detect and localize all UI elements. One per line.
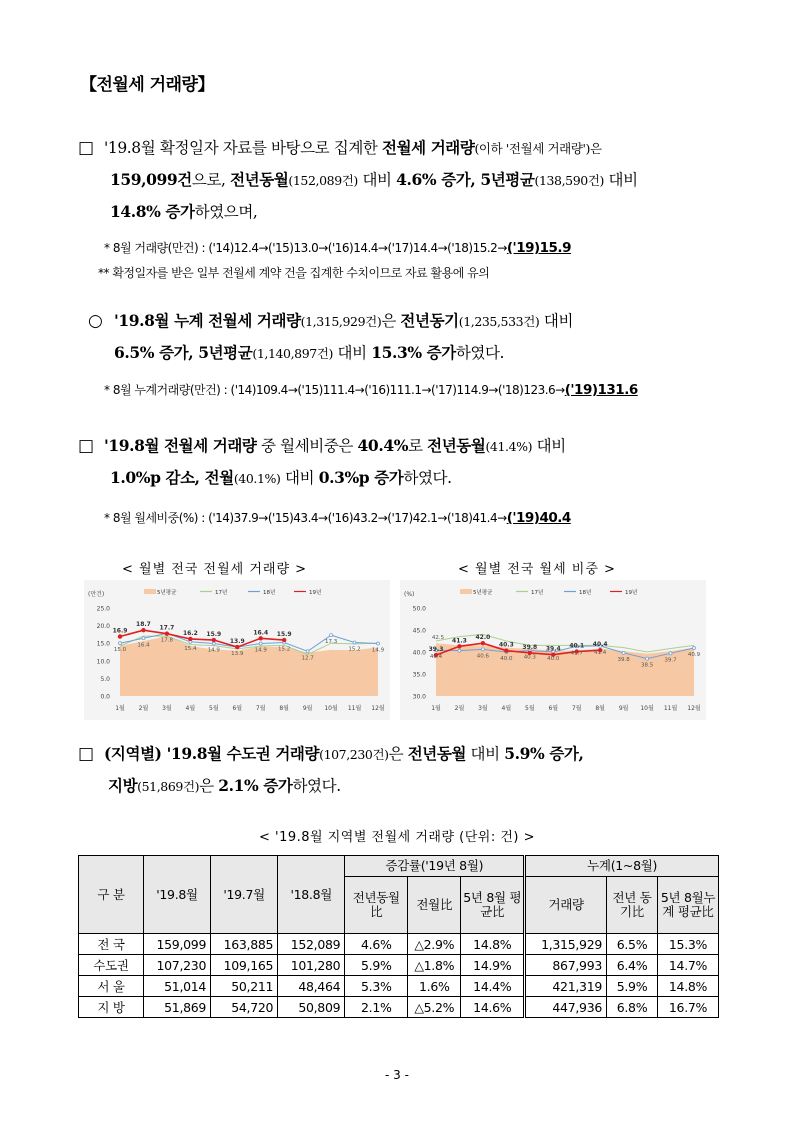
data-label-19: 39.4 <box>545 645 561 653</box>
y-tick-label: 45.0 <box>412 627 426 635</box>
data-point <box>119 642 122 645</box>
y-tick-label: 40.0 <box>412 649 426 657</box>
circle-bullet: ○ <box>88 311 103 331</box>
x-tick-label: 5월 <box>525 705 535 712</box>
y-axis-label: (만건) <box>88 591 105 598</box>
x-tick-label: 4월 <box>185 705 196 712</box>
data-label-19: 40.1 <box>569 642 585 650</box>
table-cell: 48,464 <box>278 976 345 997</box>
x-tick-label: 10월 <box>640 705 654 712</box>
table-cell: 2.1% <box>345 997 408 1018</box>
x-tick-label: 4월 <box>501 705 512 712</box>
table-cell: 14.7% <box>658 955 719 976</box>
table-cell: 50,809 <box>278 997 345 1018</box>
note-2: ** 확정일자를 받은 일부 전월세 계약 건을 집계한 수치이므로 자료 활용에 유의 <box>98 266 490 280</box>
table-cell: 50,211 <box>211 976 278 997</box>
table-cell: 152,089 <box>278 934 345 955</box>
table-cell: 4.6% <box>345 934 408 955</box>
header-month-1: '19.8월 <box>144 856 211 934</box>
data-point <box>377 642 380 645</box>
data-label-18: 40.0 <box>500 656 513 662</box>
table-cell: 14.8% <box>461 934 525 955</box>
header-cum-yoy: 전년 동기比 <box>607 877 658 934</box>
data-point <box>142 628 146 632</box>
table-cell: 6.8% <box>607 997 658 1018</box>
data-label-19: 41.3 <box>452 637 467 645</box>
table-cell: △5.2% <box>408 997 461 1018</box>
data-point <box>646 657 649 660</box>
chart-1-title: < 월별 전국 전월세 거래량 > <box>122 562 308 577</box>
data-label-18: 38.5 <box>640 662 654 669</box>
y-tick-label: 10.0 <box>96 658 110 666</box>
table-cell: 14.9% <box>461 955 525 976</box>
table-cell: 15.3% <box>658 934 719 955</box>
table-cell: 5.9% <box>345 955 408 976</box>
table-cell: 1,315,929 <box>525 934 607 955</box>
legend-label: 18년 <box>579 590 592 596</box>
data-label-19: 39.8 <box>522 643 538 651</box>
header-5yr: 5년 8월 평균比 <box>461 877 525 934</box>
table-cell: 51,014 <box>144 976 211 997</box>
data-point <box>693 647 696 650</box>
x-tick-label: 2월 <box>454 705 465 712</box>
data-point <box>481 641 485 645</box>
data-point <box>235 645 239 649</box>
chart-1-monthly-volume <box>84 580 390 720</box>
x-tick-label: 7월 <box>571 705 582 712</box>
header-cumulative-group: 누계(1~8월) <box>525 856 719 877</box>
legend-label: 19년 <box>625 590 638 596</box>
data-label-18: 17.3 <box>324 639 338 646</box>
x-tick-label: 3월 <box>162 705 172 712</box>
data-label-19: 13.9 <box>229 638 245 646</box>
data-label-18: 15.2 <box>348 646 361 653</box>
y-tick-label: 50.0 <box>412 605 426 613</box>
data-label-18: 13.9 <box>231 651 244 658</box>
data-label-18: 40.3 <box>523 654 536 661</box>
y-tick-label: 5.0 <box>100 675 110 683</box>
data-point <box>622 651 625 654</box>
table-cell: 14.8% <box>658 976 719 997</box>
table-cell: 14.4% <box>461 976 525 997</box>
header-cum-5yr: 5년 8월누계 평균比 <box>658 877 719 934</box>
table-row <box>79 934 719 955</box>
table-title: < '19.8월 지역별 전월세 거래량 (단위: 건) > <box>258 830 535 845</box>
x-tick-label: 11월 <box>663 705 678 712</box>
data-label-19: 16.9 <box>112 627 128 635</box>
data-label-18: 40.9 <box>687 652 701 659</box>
table-cell: 163,885 <box>211 934 278 955</box>
legend-label: 18년 <box>263 590 276 596</box>
table-cell: 109,165 <box>211 955 278 976</box>
data-point <box>189 637 193 641</box>
x-tick-label: 7월 <box>255 705 266 712</box>
data-point <box>259 642 262 645</box>
x-tick-label: 8월 <box>279 705 289 712</box>
data-point <box>458 649 461 652</box>
paragraph-4: □ (지역별) '19.8월 수도권 거래량(107,230건)은 전년동월 대비 5.9% 증가, 지방(51,869건)은 2.1% 증가하였다. <box>78 744 584 795</box>
data-label-18: 40.0 <box>547 656 560 662</box>
data-point <box>212 642 215 645</box>
header-cum-volume: 거래량 <box>525 877 607 934</box>
data-label-18: 40.6 <box>476 653 490 660</box>
y-tick-label: 30.0 <box>412 693 426 701</box>
table-cell: △1.8% <box>408 955 461 976</box>
x-tick-label: 8월 <box>595 705 605 712</box>
data-point <box>259 636 263 640</box>
table-row <box>79 955 719 976</box>
note-1: * 8월 거래량(만건) : ('14)12.4→('15)13.0→('16)14.4→('17)14.4→('18)15.2→('19)15.9 <box>104 240 571 256</box>
box-bullet: □ <box>78 138 94 158</box>
paragraph-1: □ '19.8월 확정일자 자료를 바탕으로 집계한 전월세 거래량(이하 '전월세 거래량')은 159,099건으로, 전년동월(152,089건) 대비 4.6% 증가, 5년평균(138,590건) 대비 14.8% 증가하였으며, <box>78 132 718 228</box>
data-label-19: 18.7 <box>136 621 151 629</box>
x-tick-label: 10월 <box>324 705 338 712</box>
data-point <box>505 649 509 653</box>
data-point <box>481 648 484 651</box>
legend-swatch <box>460 589 472 594</box>
y-tick-label: 0.0 <box>100 693 110 701</box>
data-point <box>330 634 333 637</box>
data-label-18: 15.2 <box>278 646 291 653</box>
table-cell: △2.9% <box>408 934 461 955</box>
x-tick-label: 3월 <box>478 705 488 712</box>
section-title: 【전월세 거래량】 <box>80 75 214 95</box>
data-label-18: 15.0 <box>113 647 127 654</box>
table-row <box>79 976 719 997</box>
table-cell: 54,720 <box>211 997 278 1018</box>
data-label-18: 41.7 <box>570 650 583 657</box>
data-point <box>165 632 169 636</box>
data-label-19: 42.0 <box>475 634 491 642</box>
data-label-19: 40.3 <box>498 641 514 649</box>
x-tick-label: 1월 <box>431 705 441 712</box>
legend-label: 5년평균 <box>157 590 177 596</box>
data-point <box>142 637 145 640</box>
data-point <box>118 635 122 639</box>
table-cell: 1.6% <box>408 976 461 997</box>
x-tick-label: 9월 <box>618 705 629 712</box>
row-label: 서 울 <box>79 976 144 997</box>
table-cell: 5.9% <box>607 976 658 997</box>
row-label: 전 국 <box>79 934 144 955</box>
table-cell: 16.7% <box>658 997 719 1018</box>
y-tick-label: 35.0 <box>412 671 426 679</box>
table-cell: 6.4% <box>607 955 658 976</box>
header-region: 구 분 <box>79 856 144 934</box>
x-tick-label: 5월 <box>209 705 219 712</box>
chart-2-monthly-rent-share <box>400 580 706 720</box>
data-label-18: 14.9 <box>207 647 220 654</box>
legend-label: 5년평균 <box>473 590 493 596</box>
data-label-18: 15.4 <box>184 645 197 652</box>
data-label-19: 17.7 <box>159 624 175 632</box>
data-label-19: 15.9 <box>276 631 292 639</box>
chart-2-title: < 월별 전국 월세 비중 > <box>458 562 616 577</box>
data-label-18: 39.7 <box>664 657 677 664</box>
x-tick-label: 12월 <box>371 705 385 712</box>
header-month-3: '18.8월 <box>278 856 345 934</box>
header-month-2: '19.7월 <box>211 856 278 934</box>
header-yoy: 전년동월比 <box>345 877 408 934</box>
table-cell: 14.6% <box>461 997 525 1018</box>
x-tick-label: 11월 <box>347 705 362 712</box>
data-label-19: 16.4 <box>253 629 269 637</box>
table-cell: 107,230 <box>144 955 211 976</box>
x-tick-label: 1월 <box>115 705 125 712</box>
table-cell: 447,936 <box>525 997 607 1018</box>
data-label-17: 42.5 <box>431 635 445 641</box>
x-tick-label: 2월 <box>138 705 149 712</box>
data-point <box>458 644 462 648</box>
row-label: 지 방 <box>79 997 144 1018</box>
legend-label: 17년 <box>215 590 228 596</box>
data-label-18: 41.4 <box>594 649 607 656</box>
note-4: * 8월 월세비중(%) : ('14)37.9→('15)43.4→('16)43.2→('17)42.1→('18)41.4→('19)40.4 <box>104 510 571 526</box>
y-tick-label: 20.0 <box>96 623 110 631</box>
table-cell: 159,099 <box>144 934 211 955</box>
data-point <box>306 650 309 653</box>
data-label-18: 14.9 <box>371 647 385 654</box>
table-cell: 421,319 <box>525 976 607 997</box>
x-tick-label: 9월 <box>302 705 313 712</box>
note-3: * 8월 누계거래량(만건) : ('14)109.4→('15)111.4→('16)111.1→('17)114.9→('18)123.6→('19)131.6 <box>104 382 638 398</box>
paragraph-2: ○ '19.8월 누계 전월세 거래량(1,315,929건)은 전년동기(1,235,533건) 대비 6.5% 증가, 5년평균(1,140,897건) 대비 15.3% 증가하였다. <box>88 305 718 369</box>
table-row <box>79 997 719 1018</box>
data-point <box>282 638 286 642</box>
data-label-18: 16.4 <box>137 642 150 649</box>
data-label-18: 17.8 <box>160 637 174 644</box>
row-label: 수도권 <box>79 955 144 976</box>
data-label-19: 39.3 <box>428 646 444 654</box>
paragraph-3: □ '19.8월 전월세 거래량 중 월세비중은 40.4%로 전년동월(41.4%) 대비 1.0%p 감소, 전월(40.1%) 대비 0.3%p 증가하였다. <box>78 436 566 487</box>
page-number: - 3 - <box>385 1068 409 1082</box>
data-label-18: 14.9 <box>254 647 267 654</box>
data-label-18: 39.8 <box>617 656 630 663</box>
legend-swatch <box>144 589 156 594</box>
y-axis-label: (%) <box>404 591 415 598</box>
table-cell: 101,280 <box>278 955 345 976</box>
y-tick-label: 15.0 <box>96 640 110 648</box>
table-cell: 867,993 <box>525 955 607 976</box>
x-tick-label: 6월 <box>548 705 559 712</box>
table-cell: 6.5% <box>607 934 658 955</box>
data-label-18: 40.4 <box>429 654 443 661</box>
x-tick-label: 6월 <box>232 705 243 712</box>
data-point <box>669 652 672 655</box>
data-point <box>212 638 216 642</box>
table-cell: 51,869 <box>144 997 211 1018</box>
header-mom: 전월比 <box>408 877 461 934</box>
data-label-18: 12.7 <box>301 655 314 662</box>
data-label-19: 40.4 <box>592 641 608 649</box>
legend-label: 19년 <box>309 590 322 596</box>
y-tick-label: 25.0 <box>96 605 110 613</box>
legend-label: 17년 <box>531 590 544 596</box>
x-tick-label: 12월 <box>687 705 701 712</box>
regional-table <box>78 855 719 1018</box>
data-label-19: 15.9 <box>206 631 222 639</box>
table-cell: 5.3% <box>345 976 408 997</box>
data-point <box>353 641 356 644</box>
header-change-group: 증감률('19년 8월) <box>345 856 525 877</box>
data-label-19: 16.2 <box>182 629 198 637</box>
